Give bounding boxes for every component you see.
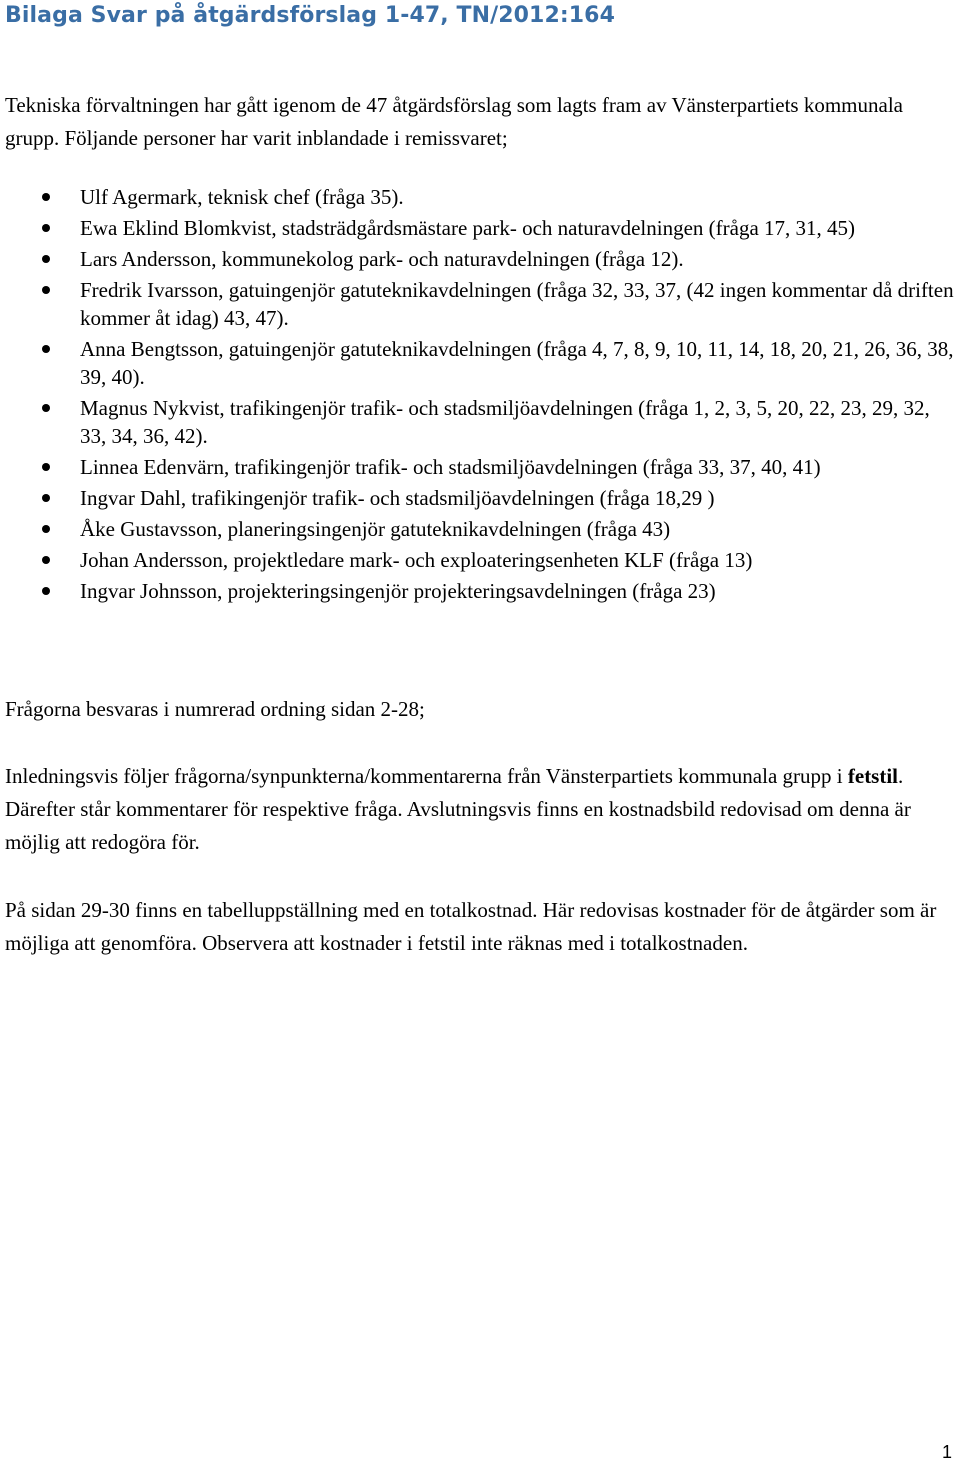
structure-text-start: Inledningsvis följer frågorna/synpunkterna/kommentarerna från Vänsterpartiets kommunala grupp i — [5, 764, 848, 788]
bullet-icon — [42, 345, 50, 353]
list-item — [5, 453, 955, 481]
list-item-text: Ingvar Johnsson, projekteringsingenjör projekteringsavdelningen (fråga 23) — [80, 579, 716, 603]
structure-paragraph — [5, 760, 955, 859]
bullet-icon — [42, 193, 50, 201]
bullet-icon — [42, 556, 50, 564]
bold-term: fetstil — [847, 764, 899, 788]
bullet-icon — [42, 224, 50, 232]
list-item-text: Anna Bengtsson, gatuingenjör gatuteknikavdelningen (fråga 4, 7, 8, 9, 10, 11, 14, 18, 20, 21, 26, 36, 38, 39, 40). — [80, 337, 954, 389]
bullet-icon — [42, 587, 50, 595]
intro-paragraph: Tekniska förvaltningen har gått igenom de 47 åtgärdsförslag som lagts fram av Vänsterpartiets kommunala grupp. Följande personer har varit inblandade i remissvaret; — [5, 93, 903, 150]
list-item — [5, 335, 955, 391]
list-item-text: Åke Gustavsson, planeringsingenjör gatuteknikavdelningen (fråga 43) — [80, 517, 671, 541]
structure-text-end: . Därefter står kommentarer för respektive fråga. Avslutningsvis finns en kostnadsbild redovisad om denna är möjlig att redogöra för. — [5, 764, 911, 854]
list-item — [5, 515, 955, 543]
bullet-icon — [42, 404, 50, 412]
bullet-icon — [42, 255, 50, 263]
bullet-icon — [42, 286, 50, 294]
list-item-text: Ingvar Dahl, trafikingenjör trafik- och stadsmiljöavdelningen (fråga 18,29 ) — [80, 486, 715, 510]
bullet-icon — [42, 525, 50, 533]
list-item-text: Magnus Nykvist, trafikingenjör trafik- och stadsmiljöavdelningen (fråga 1, 2, 3, 5, 20, 22, 23, 29, 32, 33, 34, 36, 42). — [80, 396, 930, 448]
page-number: 1 — [941, 1442, 952, 1462]
list-item — [5, 276, 955, 332]
list-item — [5, 484, 955, 512]
list-item-text: Lars Andersson, kommunekolog park- och naturavdelningen (fråga 12). — [80, 247, 684, 271]
list-item — [5, 546, 955, 574]
list-item — [5, 577, 955, 605]
bullet-icon — [42, 494, 50, 502]
cost-paragraph: På sidan 29-30 finns en tabelluppställning med en totalkostnad. Här redovisas kostnader för de åtgärder som är möjliga att genomföra. Observera att kostnader i fetstil inte räknas med i totalkostnaden. — [5, 898, 937, 955]
list-item-text: Linnea Edenvärn, trafikingenjör trafik- och stadsmiljöavdelningen (fråga 33, 37, 40, 41) — [80, 455, 821, 479]
list-item-text: Johan Andersson, projektledare mark- och exploateringsenheten KLF (fråga 13) — [80, 548, 753, 572]
list-item — [5, 183, 955, 211]
order-note: Frågorna besvaras i numrerad ordning sidan 2-28; — [5, 697, 425, 721]
bullet-icon — [42, 463, 50, 471]
list-item-text: Fredrik Ivarsson, gatuingenjör gatuteknikavdelningen (fråga 32, 33, 37, (42 ingen kommentar då driften kommer åt idag) 43, 47). — [80, 278, 954, 330]
list-item-text: Ulf Agermark, teknisk chef (fråga 35). — [80, 185, 404, 209]
list-item-text: Ewa Eklind Blomkvist, stadsträdgårdsmästare park- och naturavdelningen (fråga 17, 31, 45) — [80, 216, 856, 240]
people-list — [5, 183, 955, 608]
document-title: Bilaga Svar på åtgärdsförslag 1-47, TN/2012:164 — [5, 3, 615, 28]
list-item — [5, 394, 955, 450]
list-item — [5, 214, 955, 242]
list-item — [5, 245, 955, 273]
